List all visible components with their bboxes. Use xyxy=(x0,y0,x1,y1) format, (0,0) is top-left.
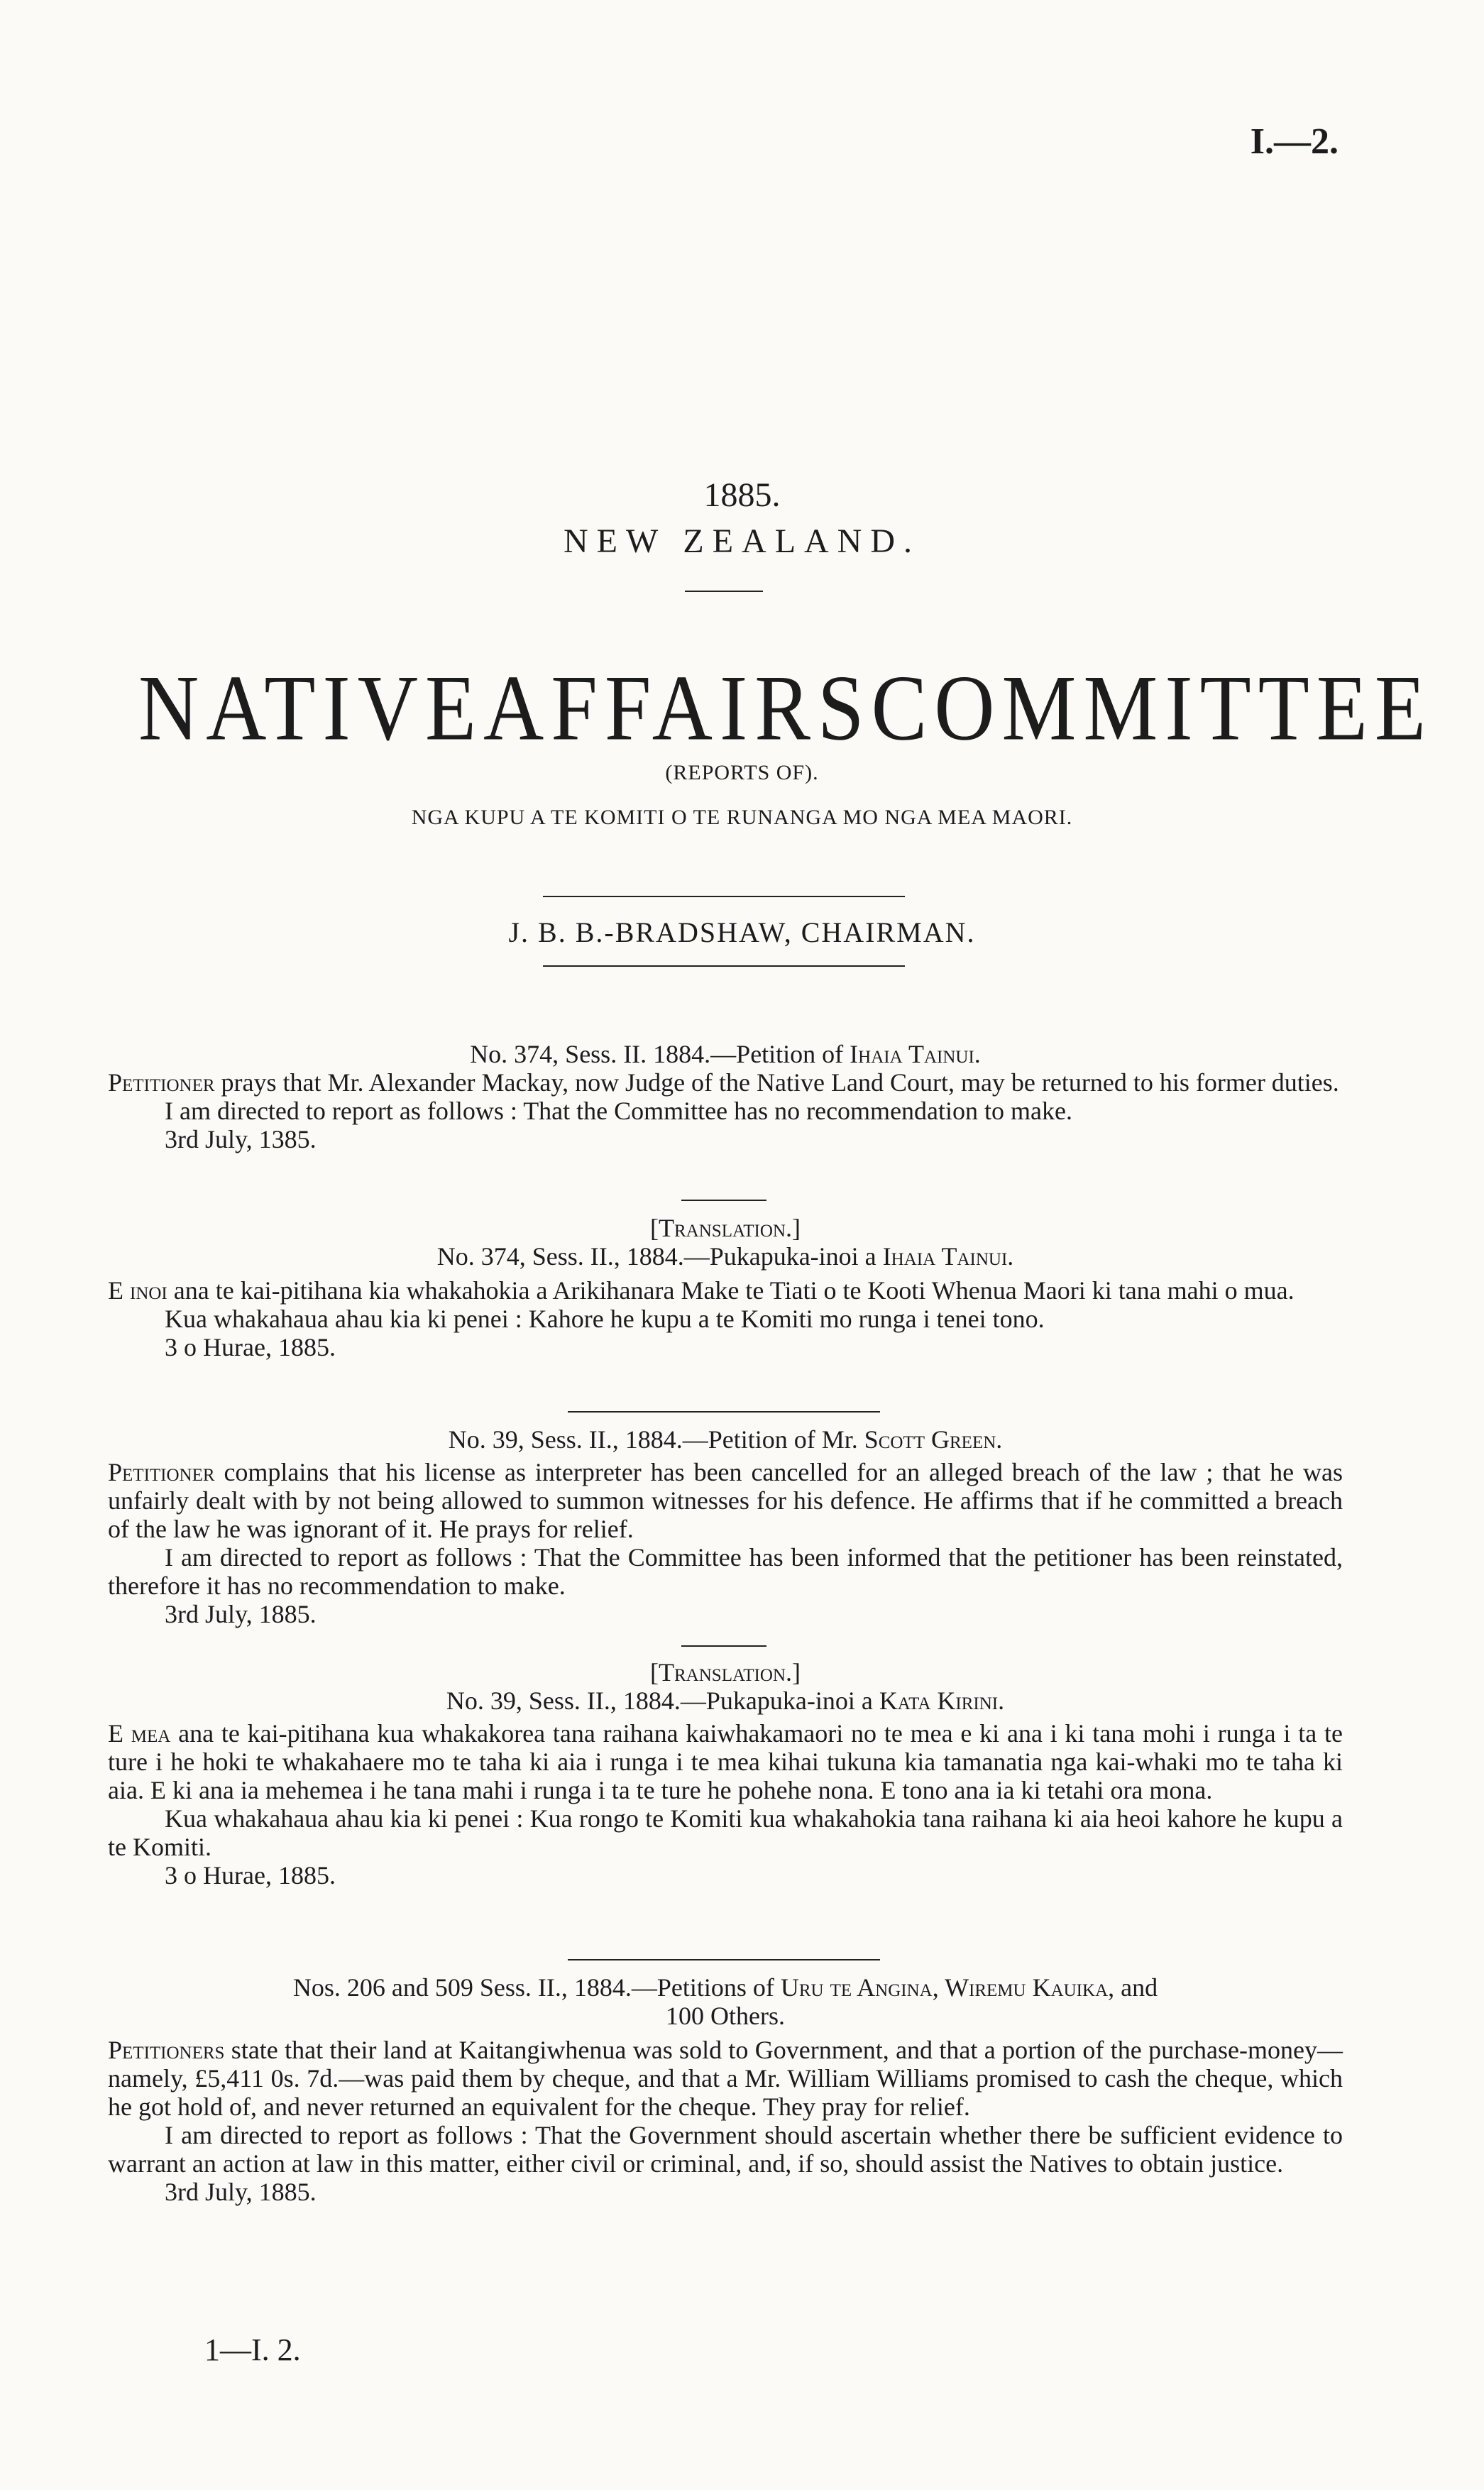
translation-heading: No. 39, Sess. II., 1884.—Pukapuka-inoi a Kata Kirini. xyxy=(446,1686,1005,1715)
translation-body: E inoi ana te kai-pitihana kia whakahokia a Arikihanara Make te Tiati o te Kooti Whenua Maori ki tana mahi o mua. xyxy=(108,1276,1295,1305)
divider xyxy=(543,896,905,897)
page-signature: 1—I. 2. xyxy=(204,2332,301,2367)
petition-section xyxy=(108,1040,1343,1153)
petition-body: Petitioner prays that Mr. Alexander Mackay, now Judge of the Native Land Court, may be returned to his former duties. xyxy=(108,1068,1339,1097)
report-text: I am directed to report as follows : That the Committee has been informed that the petitioner has been reinstated, therefore it has no recommendation to make. xyxy=(108,1543,1343,1600)
petition-section xyxy=(108,1973,1343,2206)
translation-report: Kua whakahaua ahau kia ki penei : Kua rongo te Komiti kua whakahokia tana raihana ki aia heoi kahore he kupu a te Komiti. xyxy=(108,1804,1343,1861)
report-date: 3rd July, 1885. xyxy=(165,2178,317,2206)
chairman: J. B. B.-BRADSHAW, CHAIRMAN. xyxy=(508,916,976,948)
report-date: 3rd July, 1385. xyxy=(165,1125,317,1153)
petition-body: Petitioner complains that his license as interpreter has been cancelled for an alleged breach of the law ; that he was unfairly dealt with by not being allowed to summon witnesses for his defence. He affirms that if he committed a breach of the law he was ignorant of it. He prays for relief. xyxy=(108,1458,1343,1543)
translation-label: [Translation.] xyxy=(650,1214,801,1242)
translation-date: 3 o Hurae, 1885. xyxy=(165,1861,336,1890)
translation-section xyxy=(108,1214,1343,1361)
report-date: 3rd July, 1885. xyxy=(165,1600,317,1628)
maori-title: NGA KUPU A TE KOMITI O TE RUNANGA MO NGA MEA MAORI. xyxy=(411,806,1073,829)
translation-heading: No. 374, Sess. II., 1884.—Pukapuka-inoi a Ihaia Tainui. xyxy=(436,1242,1014,1271)
petition-heading: No. 39, Sess. II., 1884.—Petition of Mr. Scott Green. xyxy=(448,1425,1003,1454)
translation-body: E mea ana te kai-pitihana kua whakakorea tana raihana kaiwhakamaori no te mea e ki ana i ki tana mohi i runga i ta te ture i he hoki te whakahaere mo te taha ki aia i runga i te mea kihai tukuna kia tamanatia nga kai-whaki mo te taha ki aia. E ki ana ia mehemea i he tana mahi i runga i ta te ture he pohehe nona. E tono ana ia ki tetahi ora mona. xyxy=(108,1719,1343,1804)
title-word: COMMITTEE xyxy=(871,655,1433,760)
subtitle: (REPORTS OF). xyxy=(665,761,819,784)
title-word: AFFAIRS xyxy=(483,655,872,760)
report-text: I am directed to report as follows : That the Committee has no recommendation to make. xyxy=(165,1097,1072,1125)
document-title xyxy=(138,655,1433,760)
divider xyxy=(543,965,905,967)
translation-section xyxy=(108,1658,1343,1890)
country: NEW ZEALAND. xyxy=(563,522,921,560)
page-reference: I.—2. xyxy=(1250,121,1339,162)
translation-report: Kua whakahaua ahau kia ki penei : Kahore he kupu a te Komiti mo runga i tenei tono. xyxy=(165,1305,1045,1333)
translation-date: 3 o Hurae, 1885. xyxy=(165,1333,336,1361)
divider xyxy=(681,1645,766,1647)
petition-body: Petitioners state that their land at Kaitangiwhenua was sold to Government, and that a portion of the purchase-money—namely, £5,411 0s. 7d.—was paid them by cheque, and that a Mr. William Williams promised to cash the cheque, which he got hold of, and never returned an equivalent for the cheque. They pray for relief. xyxy=(108,2036,1343,2121)
report-text: I am directed to report as follows : That the Government should ascertain whether there be sufficient evidence to warrant an action at law in this matter, either civil or criminal, and, if so, should assist the Natives to obtain justice. xyxy=(108,2121,1343,2178)
divider xyxy=(685,591,763,592)
year: 1885. xyxy=(703,476,781,514)
petition-heading: No. 374, Sess. II. 1884.—Petition of Ihaia Tainui. xyxy=(470,1040,981,1068)
translation-label: [Translation.] xyxy=(650,1658,801,1686)
divider xyxy=(568,1959,880,1960)
title-word: NATIVE xyxy=(138,655,484,760)
divider xyxy=(568,1411,880,1413)
petition-section xyxy=(108,1425,1343,1628)
divider xyxy=(681,1200,766,1201)
petition-heading-line2: 100 Others. xyxy=(666,2002,785,2030)
petition-heading: Nos. 206 and 509 Sess. II., 1884.—Petitions of Uru te Angina, Wiremu Kauika, and xyxy=(292,1973,1158,2002)
